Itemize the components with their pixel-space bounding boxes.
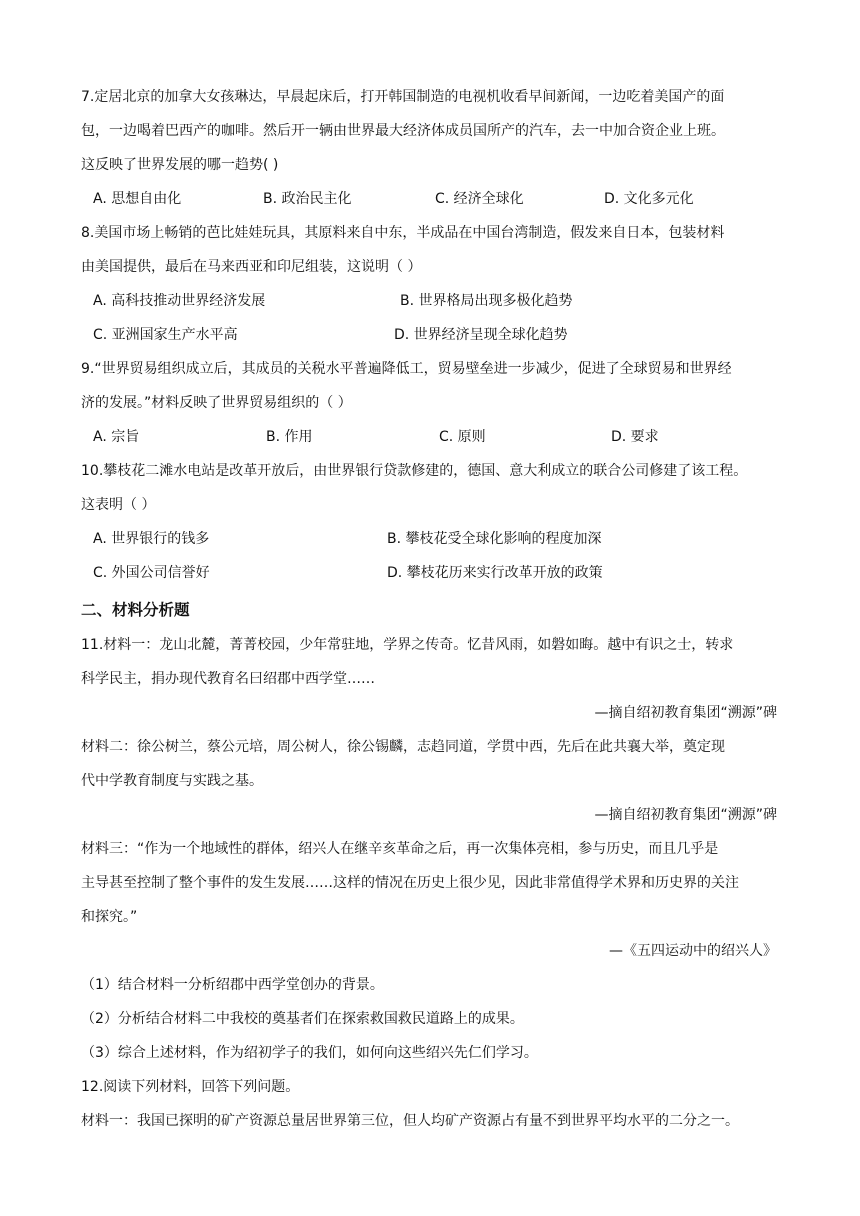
question-9-line-2: 济的发展。”材料反映了世界贸易组织的（ ） <box>81 395 352 411</box>
question-11 <box>81 628 777 1070</box>
option-b[interactable]: B. 攀枝花受全球化影响的程度加深 <box>387 531 602 547</box>
material-2-source: —摘自绍初教育集团“溯源”碑 <box>594 807 777 823</box>
option-b[interactable]: B. 世界格局出现多极化趋势 <box>400 293 573 309</box>
material-2-line-2: 代中学教育制度与实践之基。 <box>81 773 263 789</box>
question-8 <box>81 216 777 352</box>
option-c[interactable]: C. 外国公司信誉好 <box>93 565 210 581</box>
question-8-line-1: 8.美国市场上畅销的芭比娃娃玩具，其原料来自中东，半成品在中国台湾制造，假发来自日本，包装材料 <box>81 225 725 241</box>
option-a[interactable]: A. 高科技推动世界经济发展 <box>93 293 266 309</box>
question-10-options-row-1 <box>81 522 777 556</box>
section-title: 二、材料分析题 <box>81 601 190 619</box>
question-12 <box>81 1070 777 1138</box>
option-a[interactable]: A. 宗旨 <box>93 429 140 445</box>
question-7-options <box>81 182 777 216</box>
question-8-options-row-2 <box>81 318 777 352</box>
question-12-line-2: 材料一：我国已探明的矿产资源总量居世界第三位，但人均矿产资源占有量不到世界平均水平的二分之一。 <box>81 1113 739 1129</box>
question-9-options <box>81 420 777 454</box>
option-d[interactable]: D. 要求 <box>611 429 659 445</box>
question-8-options-row-1 <box>81 284 777 318</box>
option-d[interactable]: D. 攀枝花历来实行改革开放的政策 <box>387 565 603 581</box>
option-d[interactable]: D. 世界经济呈现全球化趋势 <box>394 327 568 343</box>
material-2-line-1: 材料二：徐公树兰，蔡公元培，周公树人，徐公锡麟，志趋同道，学贯中西，先后在此共襄大举，奠定现 <box>81 739 725 755</box>
sub-question-1: （1）结合材料一分析绍郡中西学堂创办的背景。 <box>81 977 384 993</box>
question-10-line-2: 这表明（ ） <box>81 497 156 513</box>
option-b[interactable]: B. 政治民主化 <box>263 191 352 207</box>
question-10-options-row-2 <box>81 556 777 590</box>
option-c[interactable]: C. 原则 <box>439 429 486 445</box>
option-c[interactable]: C. 亚洲国家生产水平高 <box>93 327 238 343</box>
question-7-line-2: 包，一边喝着巴西产的咖啡。然后开一辆由世界最大经济体成员国所产的汽车，去一中加合资企业上班。 <box>81 123 725 139</box>
question-10 <box>81 454 777 590</box>
option-a[interactable]: A. 世界银行的钱多 <box>93 531 210 547</box>
sub-question-3: （3）综合上述材料，作为绍初学子的我们，如何向这些绍兴先仁们学习。 <box>81 1045 538 1061</box>
question-8-line-2: 由美国提供，最后在马来西亚和印尼组装，这说明（ ） <box>81 259 422 275</box>
option-c[interactable]: C. 经济全球化 <box>435 191 524 207</box>
material-1-source: —摘自绍初教育集团“溯源”碑 <box>594 705 777 721</box>
question-7 <box>81 80 777 216</box>
material-1-line-1: 11.材料一：龙山北麓，菁菁校园，少年常驻地，学界之传奇。忆昔风雨，如磐如晦。越中有识之士，转求 <box>81 637 734 653</box>
option-d[interactable]: D. 文化多元化 <box>604 191 694 207</box>
question-9-line-1: 9.“世界贸易组织成立后，其成员的关税水平普遍降低工，贸易壁垒进一步减少，促进了全球贸易和世界经 <box>81 361 732 377</box>
question-10-line-1: 10.攀枝花二滩水电站是改革开放后，由世界银行贷款修建的，德国、意大利成立的联合公司修建了该工程。 <box>81 463 748 479</box>
material-3-line-2: 主导甚至控制了整个事件的发生发展……这样的情况在历史上很少见，因此非常值得学术界和历史界的关注 <box>81 875 739 891</box>
exam-page <box>81 80 777 1138</box>
option-b[interactable]: B. 作用 <box>266 429 313 445</box>
material-3-line-1: 材料三：“作为一个地域性的群体，绍兴人在继辛亥革命之后，再一次集体亮相，参与历史，而且几乎是 <box>81 841 719 857</box>
question-7-line-1: 7.定居北京的加拿大女孩琳达，早晨起床后，打开韩国制造的电视机收看早间新闻，一边吃着美国产的面 <box>81 89 725 105</box>
question-7-line-3: 这反映了世界发展的哪一趋势( ) <box>81 157 279 173</box>
option-a[interactable]: A. 思想自由化 <box>93 191 182 207</box>
material-3-source: —《五四运动中的绍兴人》 <box>609 943 777 959</box>
question-12-line-1: 12.阅读下列材料，回答下列问题。 <box>81 1079 300 1095</box>
sub-question-2: （2）分析结合材料二中我校的奠基者们在探索救国救民道路上的成果。 <box>81 1011 524 1027</box>
material-3-line-3: 和探究。” <box>81 909 138 925</box>
question-9 <box>81 352 777 454</box>
material-1-line-2: 科学民主，捐办现代教育名曰绍郡中西学堂…… <box>81 671 375 687</box>
